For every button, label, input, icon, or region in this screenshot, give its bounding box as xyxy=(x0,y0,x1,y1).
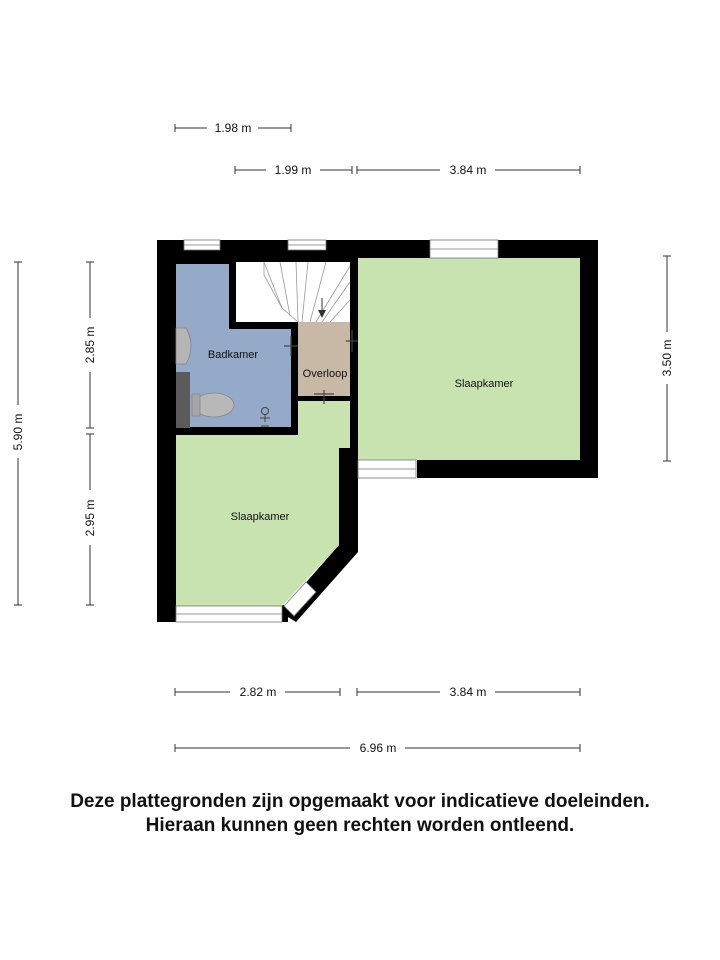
wall-middle xyxy=(350,258,358,468)
disclaimer-line-1: Deze plattegronden zijn opgemaakt voor indicatieve doeleinden. xyxy=(70,791,650,812)
room-bedroom-right xyxy=(358,258,580,460)
dim-left-lower: 2.95 m xyxy=(83,499,97,537)
wall-bath-bottom xyxy=(176,427,298,435)
shower-icon xyxy=(176,372,190,428)
wall-stair-bottom xyxy=(229,322,298,329)
room-label-bedroom-right: Slaapkamer xyxy=(454,378,514,390)
dim-left-total: 5.90 m xyxy=(11,413,25,451)
room-label-bathroom: Badkamer xyxy=(207,349,259,361)
wall-bath-right xyxy=(291,322,298,435)
room-label-landing: Overloop xyxy=(302,368,348,380)
sink-icon xyxy=(176,328,191,364)
dim-left-upper: 2.85 m xyxy=(83,326,97,364)
room-landing xyxy=(298,322,350,396)
dim-top-stair: 1.98 m xyxy=(214,121,252,135)
dim-top-left: 1.99 m xyxy=(274,163,312,177)
dim-bottom-right: 3.84 m xyxy=(449,685,487,699)
staircase xyxy=(236,262,350,322)
dim-bottom-total: 6.96 m xyxy=(359,741,397,755)
wall-bath-stair xyxy=(229,262,236,328)
disclaimer-line-2: Hieraan kunnen geen rechten worden ontleend. xyxy=(145,815,575,836)
dim-right-height: 3.50 m xyxy=(660,339,674,377)
dim-top-right: 3.84 m xyxy=(449,163,487,177)
dim-bottom-left: 2.82 m xyxy=(239,685,277,699)
room-label-bedroom-left: Slaapkamer xyxy=(230,511,290,523)
